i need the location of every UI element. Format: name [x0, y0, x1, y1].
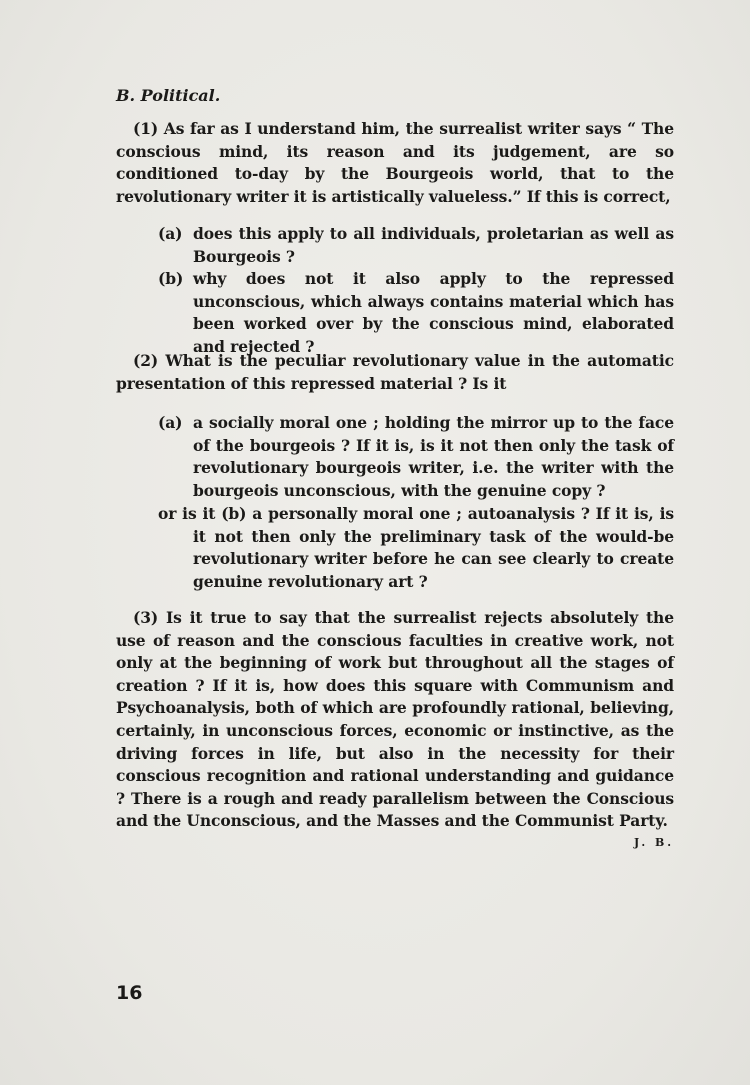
list-item-text: or is it (b) a personally moral one ; autoanalysis ? If it is, is it not then only the preliminary task of the would-be revolutionary writer before he can see clearly to create genuine revolutionary art ?	[158, 504, 674, 591]
list1-item-b	[158, 268, 674, 358]
list-marker: (a)	[158, 413, 183, 432]
list2-item-a	[158, 412, 674, 502]
list-marker: (a)	[158, 224, 183, 243]
list-item-text: a socially moral one ; holding the mirror up to the face of the bourgeois ? If it is, is it not then only the task of revolutionary bourgeois writer, i.e. the writer with the bourgeois unconscious, with the genuine copy ?	[193, 413, 674, 500]
paragraph-1: (1) As far as I understand him, the surrealist writer says “ The conscious mind, its reason and its judgement, are so conditioned to-day by the Bourgeois world, that to the revolutionary writer it is artistically valueless.” If this is correct,	[116, 119, 674, 206]
paragraph-2: (2) What is the peculiar revolutionary value in the automatic presentation of this repressed material ? Is it	[116, 351, 674, 393]
section-heading: B. Political.	[116, 86, 221, 105]
paragraph-3: (3) Is it true to say that the surrealist rejects absolutely the use of reason and the conscious faculties in creative work, not only at the beginning of work but throughout all the stages of creation ? If it is, how does this square with Communism and Psychoanalysis, both of which are profoundly rational, believing, certainly, in unconscious forces, economic or instinctive, as the driving forces in life, but also in the necessity for their conscious recognition and rational understanding and guidance ? There is a rough and ready parallelism between the Conscious and the Unconscious, and the Masses and the Communist Party.	[116, 608, 674, 831]
list2-item-or-b	[158, 503, 674, 593]
list-item-text: does this apply to all individuals, proletarian as well as Bourgeois ?	[193, 224, 674, 266]
list-marker: (b)	[158, 269, 184, 288]
author-initials: J. B.	[634, 836, 675, 849]
list1-item-a	[158, 223, 674, 268]
page-number: 16	[116, 982, 143, 1004]
list-item-text: why does not it also apply to the repressed unconscious, which always contains material which has been worked over by the conscious mind, elaborated and rejected ?	[193, 269, 674, 356]
